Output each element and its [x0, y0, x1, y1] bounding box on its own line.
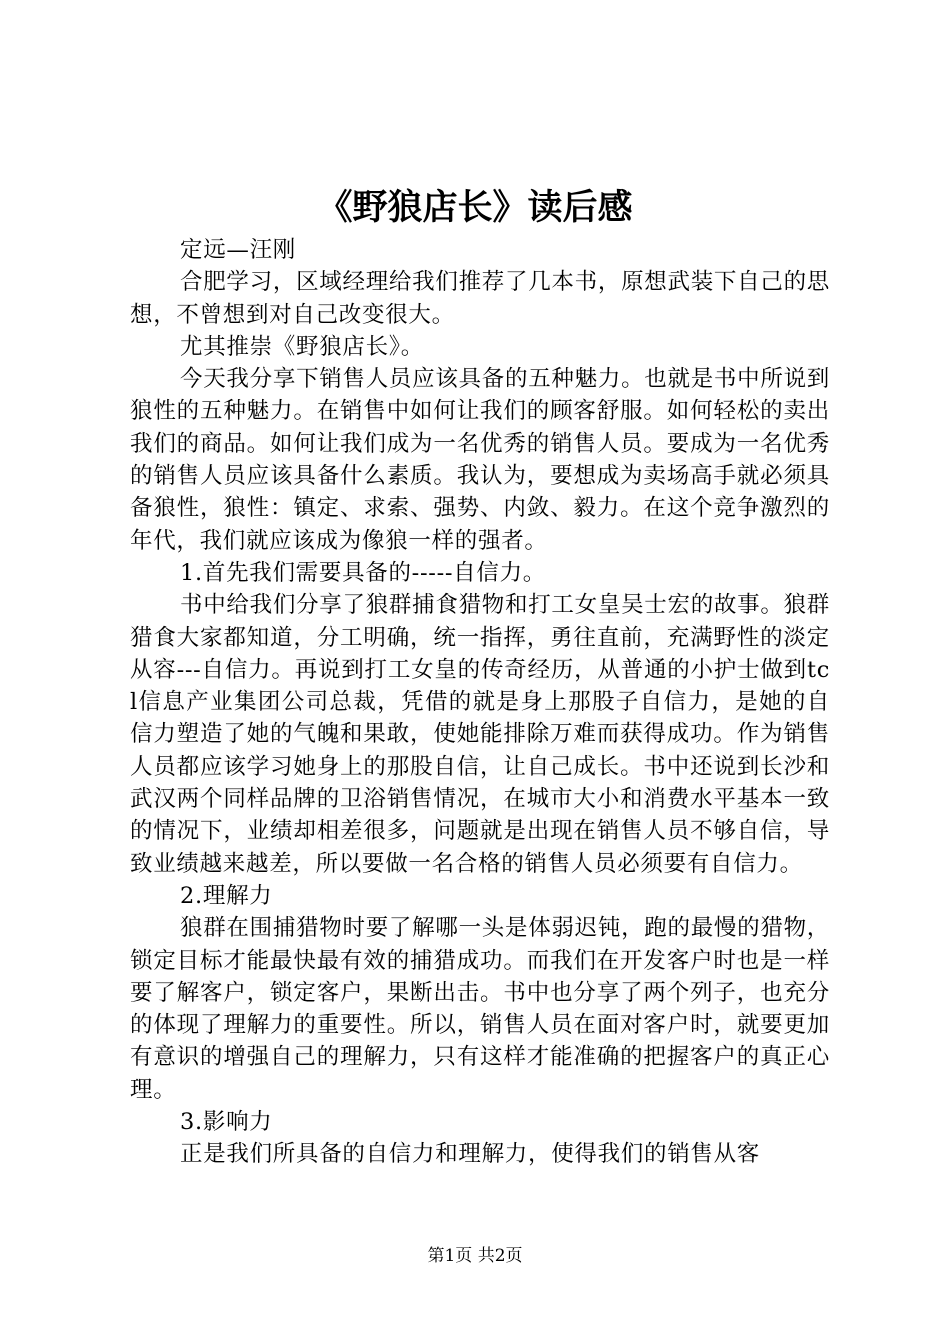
paragraph: 今天我分享下销售人员应该具备的五种魅力。也就是书中所说到狼性的五种魅力。在销售中如何让我们的顾客舒服。如何轻松的卖出我们的商品。如何让我们成为一名优秀的销售人员。要成为一名优秀的销售人员应该具备什么素质。我认为，要想成为卖场高手就必须具备狼性，狼性：镇定、求索、强势、内敛、毅力。在这个竞争激烈的年代，我们就应该成为像狼一样的强者。: [130, 366, 830, 554]
section-heading: 3.影响力: [180, 1109, 273, 1136]
paragraph: 合肥学习，区域经理给我们推荐了几本书，原想武装下自己的思想，不曾想到对自己改变很大。: [130, 269, 830, 328]
section-heading: 2.理解力: [180, 882, 273, 909]
paragraph: 正是我们所具备的自信力和理解力，使得我们的销售从客: [180, 1141, 761, 1168]
document-body: [130, 234, 830, 1171]
document-title: 《野狼店长》读后感: [317, 187, 633, 228]
author-line: 定远—汪刚: [180, 237, 297, 263]
section-heading: 1.首先我们需要具备的-----自信力。: [180, 559, 546, 586]
paragraph: 尤其推崇《野狼店长》。: [180, 333, 424, 360]
paragraph: 狼群在围捕猎物时要了解哪一头是体弱迟钝，跑的最慢的猎物，锁定目标才能最快最有效的捕猎成功。而我们在开发客户时也是一样要了解客户，锁定客户，果断出击。书中也分享了两个列子，也充分的体现了理解力的重要性。所以，销售人员在面对客户时，就要更加有意识的增强自己的理解力，只有这样才能准确的把握客户的真正心理。: [130, 915, 830, 1103]
paragraph: 书中给我们分享了狼群捕食猎物和打工女皇吴士宏的故事。狼群猎食大家都知道，分工明确，统一指挥，勇往直前，充满野性的淡定从容---自信力。再说到打工女皇的传奇经历，从普通的小护士做到tcl信息产业集团公司总裁，凭借的就是身上那股子自信力，是她的自信力塑造了她的气魄和果敢，使她能排除万难而获得成功。作为销售人员都应该学习她身上的那股自信，让自己成长。书中还说到长沙和武汉两个同样品牌的卫浴销售情况，在城市大小和消费水平基本一致的情况下，业绩却相差很多，问题就是出现在销售人员不够自信，导致业绩越来越差，所以要做一名合格的销售人员必须要有自信力。: [130, 592, 830, 877]
page-footer: 第1页 共2页: [427, 1246, 523, 1266]
